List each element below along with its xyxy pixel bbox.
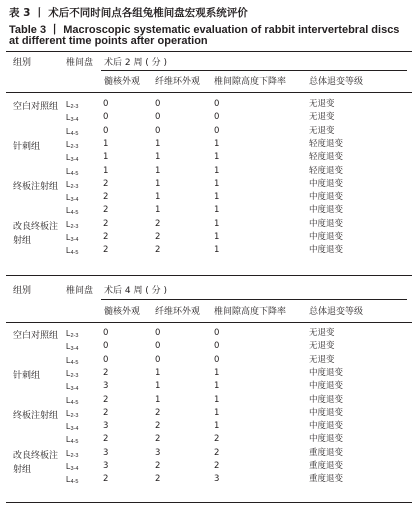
nucleus-cell: 2 (103, 192, 109, 203)
segment-range: 3-4 (70, 466, 79, 472)
height-cell: 1 (214, 245, 220, 256)
annulus-cell: 2 (155, 218, 161, 229)
table-row (0, 340, 417, 353)
segment-range: 3-4 (70, 197, 79, 204)
segment-range: 4-5 (70, 170, 79, 177)
segment-base: L (66, 206, 71, 216)
height-cell: 0 (214, 99, 220, 109)
total-cell: 中度退变 (309, 394, 344, 405)
total-cell: 轻度退变 (309, 165, 344, 176)
table-row (0, 394, 417, 407)
height-cell: 0 (214, 354, 220, 365)
nucleus-cell: 1 (103, 165, 109, 176)
height-cell: 2 (214, 461, 220, 471)
segment-range: 4-5 (70, 210, 79, 217)
segment-range: 4-5 (70, 130, 79, 137)
height-cell: 1 (214, 407, 220, 418)
segment-base: L (66, 100, 71, 109)
segment-base: L (66, 139, 71, 149)
annulus-cell: 2 (155, 232, 161, 242)
rule-time-4w (101, 299, 407, 300)
table-row (0, 473, 417, 486)
table-row (0, 125, 417, 138)
table-row (0, 178, 417, 191)
table-row (0, 138, 417, 151)
segment-range: 2-3 (70, 223, 79, 230)
annulus-cell: 1 (155, 192, 161, 203)
segment-range: 4-5 (70, 359, 79, 366)
height-cell: 1 (214, 192, 220, 203)
rule-header-4w (6, 322, 412, 323)
segment-range: 3-4 (70, 157, 79, 164)
segment-range: 2-3 (70, 333, 79, 339)
segment-range: 2-3 (70, 452, 79, 459)
annulus-cell: 2 (155, 421, 161, 432)
segment-base: L (66, 113, 71, 123)
height-cell: 1 (214, 178, 220, 189)
total-cell: 中度退变 (309, 178, 344, 189)
table-row (0, 433, 417, 446)
height-cell: 1 (214, 367, 220, 378)
height-cell: 1 (214, 218, 220, 229)
segment-range: 2-3 (70, 183, 79, 190)
segment-base: L (66, 179, 71, 189)
header-segment-2: 椎间盘 (66, 286, 94, 296)
nucleus-cell: 0 (103, 99, 109, 109)
header-annulus-2: 纤维环外观 (155, 307, 201, 317)
table-row (0, 380, 417, 393)
segment-base: L (66, 219, 71, 229)
total-cell: 重度退变 (309, 461, 344, 471)
annulus-cell: 0 (155, 328, 161, 338)
annulus-cell: 0 (155, 125, 161, 136)
rule-section-divider (6, 275, 412, 276)
height-cell: 1 (214, 381, 220, 392)
height-cell: 2 (214, 434, 220, 445)
table-row (0, 460, 417, 473)
nucleus-cell: 1 (103, 152, 109, 163)
segment-base: L (66, 435, 71, 445)
segment-base: L (66, 422, 71, 432)
header-nucleus-2: 髓核外观 (104, 307, 141, 317)
total-cell: 轻度退变 (309, 152, 344, 163)
table-row (0, 367, 417, 380)
table-row (0, 151, 417, 164)
annulus-cell: 1 (155, 138, 161, 149)
caption-english-line-1: Table 3 丨 Macroscopic systematic evaluation of rabbit intervertebral discs (9, 24, 400, 36)
height-cell: 1 (214, 138, 220, 149)
height-cell: 0 (214, 328, 220, 338)
nucleus-cell: 2 (103, 407, 109, 418)
group-label: 针刺组 (13, 370, 41, 381)
table-row (0, 407, 417, 420)
height-cell: 1 (214, 421, 220, 432)
nucleus-cell: 3 (103, 447, 109, 458)
total-cell: 无退变 (309, 99, 335, 109)
total-cell: 轻度退变 (309, 138, 344, 149)
segment-base: L (66, 368, 71, 378)
header-height-2: 椎间隙高度下降率 (214, 307, 287, 317)
segment-base: L (66, 246, 71, 256)
nucleus-cell: 2 (103, 394, 109, 405)
nucleus-cell: 0 (103, 354, 109, 365)
total-cell: 中度退变 (309, 434, 344, 445)
segment-base: L (66, 408, 71, 418)
table-row (0, 204, 417, 217)
annulus-cell: 1 (155, 165, 161, 176)
table-row (0, 111, 417, 124)
segment-base: L (66, 355, 71, 365)
height-cell: 0 (214, 112, 220, 123)
nucleus-cell: 0 (103, 341, 109, 352)
table-row (0, 244, 417, 257)
total-cell: 无退变 (309, 125, 335, 136)
segment-range: 3-4 (70, 386, 79, 393)
group-label: 针刺组 (13, 141, 41, 152)
segment-base: L (66, 448, 71, 458)
nucleus-cell: 3 (103, 461, 109, 471)
segment-range: 4-5 (70, 250, 79, 257)
segment-base: L (66, 166, 71, 176)
total-cell: 无退变 (309, 354, 335, 365)
total-cell: 中度退变 (309, 407, 344, 418)
annulus-cell: 0 (155, 341, 161, 352)
segment-base: L (66, 193, 71, 203)
annulus-cell: 2 (155, 245, 161, 256)
rule-header-2w (6, 92, 412, 93)
total-cell: 中度退变 (309, 381, 344, 392)
total-cell: 中度退变 (309, 421, 344, 432)
table-row (0, 327, 417, 340)
annulus-cell: 2 (155, 474, 161, 485)
table-row (0, 231, 417, 244)
nucleus-cell: 2 (103, 232, 109, 242)
nucleus-cell: 2 (103, 367, 109, 378)
height-cell: 1 (214, 205, 220, 216)
annulus-cell: 1 (155, 394, 161, 405)
annulus-cell: 2 (155, 461, 161, 471)
total-cell: 重度退变 (309, 474, 344, 485)
group-label: 空白对照组 (13, 331, 59, 341)
header-nucleus: 髓核外观 (104, 77, 141, 87)
nucleus-cell: 2 (103, 218, 109, 229)
segment-base: L (66, 342, 71, 352)
segment-cell (66, 473, 78, 489)
total-cell: 中度退变 (309, 205, 344, 216)
rule-time-2w (101, 70, 407, 71)
group-label: 终板注射组 (13, 410, 59, 421)
total-cell: 重度退变 (309, 447, 344, 458)
annulus-cell: 1 (155, 381, 161, 392)
header-group-2: 组别 (13, 286, 32, 296)
total-cell: 中度退变 (309, 232, 344, 242)
nucleus-cell: 2 (103, 205, 109, 216)
table-row (0, 218, 417, 231)
nucleus-cell: 0 (103, 125, 109, 136)
table-row (0, 447, 417, 460)
nucleus-cell: 2 (103, 245, 109, 256)
total-cell: 中度退变 (309, 367, 344, 378)
height-cell: 0 (214, 125, 220, 136)
segment-base: L (66, 475, 71, 485)
header-annulus: 纤维环外观 (155, 77, 201, 87)
header-total-2: 总体退变等级 (309, 307, 364, 317)
rule-bottom (6, 502, 412, 503)
height-cell: 1 (214, 232, 220, 242)
caption-chinese: 表 3 丨 术后不同时间点各组兔椎间盘宏观系统评价 (9, 7, 248, 19)
nucleus-cell: 3 (103, 381, 109, 392)
nucleus-cell: 2 (103, 474, 109, 485)
annulus-cell: 0 (155, 112, 161, 123)
annulus-cell: 2 (155, 434, 161, 445)
segment-base: L (66, 126, 71, 136)
segment-base: L (66, 329, 71, 338)
segment-range: 4-5 (70, 479, 79, 486)
nucleus-cell: 2 (103, 178, 109, 189)
rule-top (6, 51, 412, 52)
segment-range: 3-4 (70, 117, 79, 124)
annulus-cell: 0 (155, 354, 161, 365)
table-row (0, 191, 417, 204)
group-label: 终板注射组 (13, 181, 59, 192)
total-cell: 无退变 (309, 112, 335, 123)
height-cell: 1 (214, 152, 220, 163)
segment-range: 3-4 (70, 237, 79, 243)
height-cell: 2 (214, 447, 220, 458)
annulus-cell: 2 (155, 407, 161, 418)
segment-base: L (66, 462, 71, 471)
segment-range: 2-3 (70, 412, 79, 419)
nucleus-cell: 0 (103, 328, 109, 338)
table-row (0, 420, 417, 433)
table-row (0, 354, 417, 367)
total-cell: 中度退变 (309, 218, 344, 229)
annulus-cell: 1 (155, 205, 161, 216)
segment-base: L (66, 395, 71, 405)
segment-range: 4-5 (70, 439, 79, 446)
annulus-cell: 1 (155, 178, 161, 189)
group-label: 改良终板注射组 (13, 450, 59, 475)
segment-range: 3-4 (70, 426, 79, 433)
height-cell: 3 (214, 474, 220, 485)
header-time-4w: 术后 4 周 ( 分 ) (104, 286, 168, 296)
table-row (0, 98, 417, 111)
segment-base: L (66, 382, 71, 392)
table-row (0, 165, 417, 178)
segment-range: 2-3 (70, 143, 79, 150)
nucleus-cell: 2 (103, 434, 109, 445)
height-cell: 1 (214, 394, 220, 405)
segment-base: L (66, 233, 71, 242)
nucleus-cell: 0 (103, 112, 109, 123)
segment-range: 2-3 (70, 104, 79, 110)
height-cell: 1 (214, 165, 220, 176)
group-label: 改良终板注射组 (13, 221, 59, 246)
total-cell: 无退变 (309, 341, 335, 352)
nucleus-cell: 1 (103, 138, 109, 149)
annulus-cell: 1 (155, 367, 161, 378)
total-cell: 无退变 (309, 328, 335, 338)
group-label: 空白对照组 (13, 102, 59, 112)
segment-base: L (66, 153, 71, 163)
header-height: 椎间隙高度下降率 (214, 77, 287, 87)
annulus-cell: 3 (155, 447, 161, 458)
header-group: 组别 (13, 58, 32, 68)
segment-cell (66, 244, 78, 260)
annulus-cell: 0 (155, 99, 161, 109)
header-segment: 椎间盘 (66, 58, 94, 68)
nucleus-cell: 3 (103, 421, 109, 432)
annulus-cell: 1 (155, 152, 161, 163)
header-total: 总体退变等级 (309, 77, 364, 87)
segment-range: 2-3 (70, 372, 79, 379)
caption-english-line-2: at different time points after operation (9, 35, 208, 47)
segment-range: 3-4 (70, 346, 79, 353)
segment-range: 4-5 (70, 399, 79, 406)
header-time-2w: 术后 2 周 ( 分 ) (104, 58, 168, 68)
total-cell: 中度退变 (309, 192, 344, 203)
total-cell: 中度退变 (309, 245, 344, 256)
height-cell: 0 (214, 341, 220, 352)
